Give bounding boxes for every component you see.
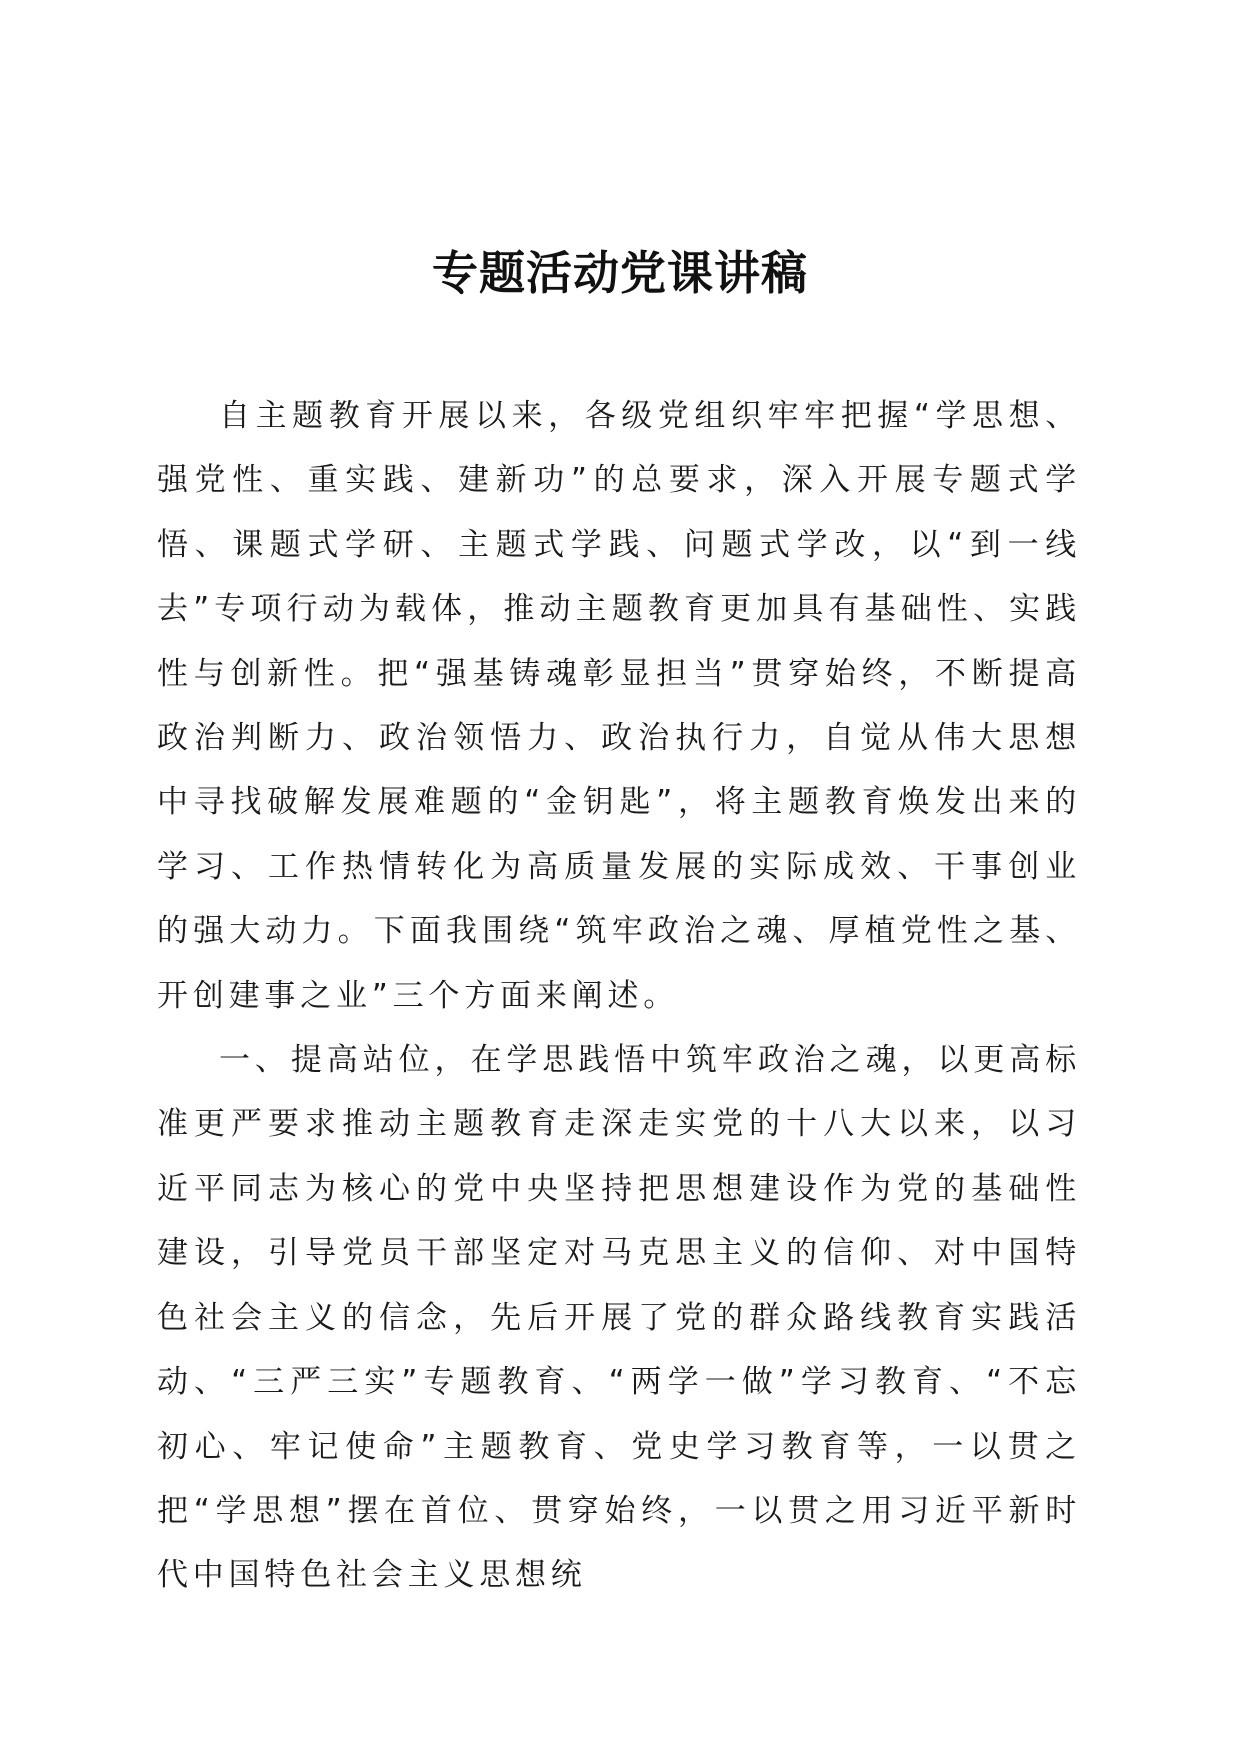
- paragraph-section-one: 一、提高站位，在学思践悟中筑牢政治之魂，以更高标准更严要求推动主题教育走深走实党的十八大以来，以习近平同志为核心的党中央坚持把思想建设作为党的基础性建设，引导党员干部坚定对马克思主义的信仰、对中国特色社会主义的信念，先后开展了党的群众路线教育实践活动、“三严三实”专题教育、“两学一做”学习教育、“不忘初心、牢记使命”主题教育、党史学习教育等，一以贯之把“学思想”摆在首位、贯穿始终，一以贯之用习近平新时代中国特色社会主义思想统: [157, 1042, 1081, 1594]
- document-body: [157, 384, 1081, 1608]
- document-title: 专题活动党课讲稿: [432, 246, 808, 300]
- paragraph-intro: 自主题教育开展以来，各级党组织牢牢把握“学思想、强党性、重实践、建新功”的总要求，深入开展专题式学悟、课题式学研、主题式学践、问题式学改，以“到一线去”专项行动为载体，推动主题教育更加具有基础性、实践性与创新性。把“强基铸魂彰显担当”贯穿始终，不断提高政治判断力、政治领悟力、政治执行力，自觉从伟大思想中寻找破解发展难题的“金钥匙”，将主题教育焕发出来的学习、工作热情转化为高质量发展的实际成效、干事创业的强大动力。下面我围绕“筑牢政治之魂、厚植党性之基、开创建事之业”三个方面来阐述。: [157, 398, 1081, 1014]
